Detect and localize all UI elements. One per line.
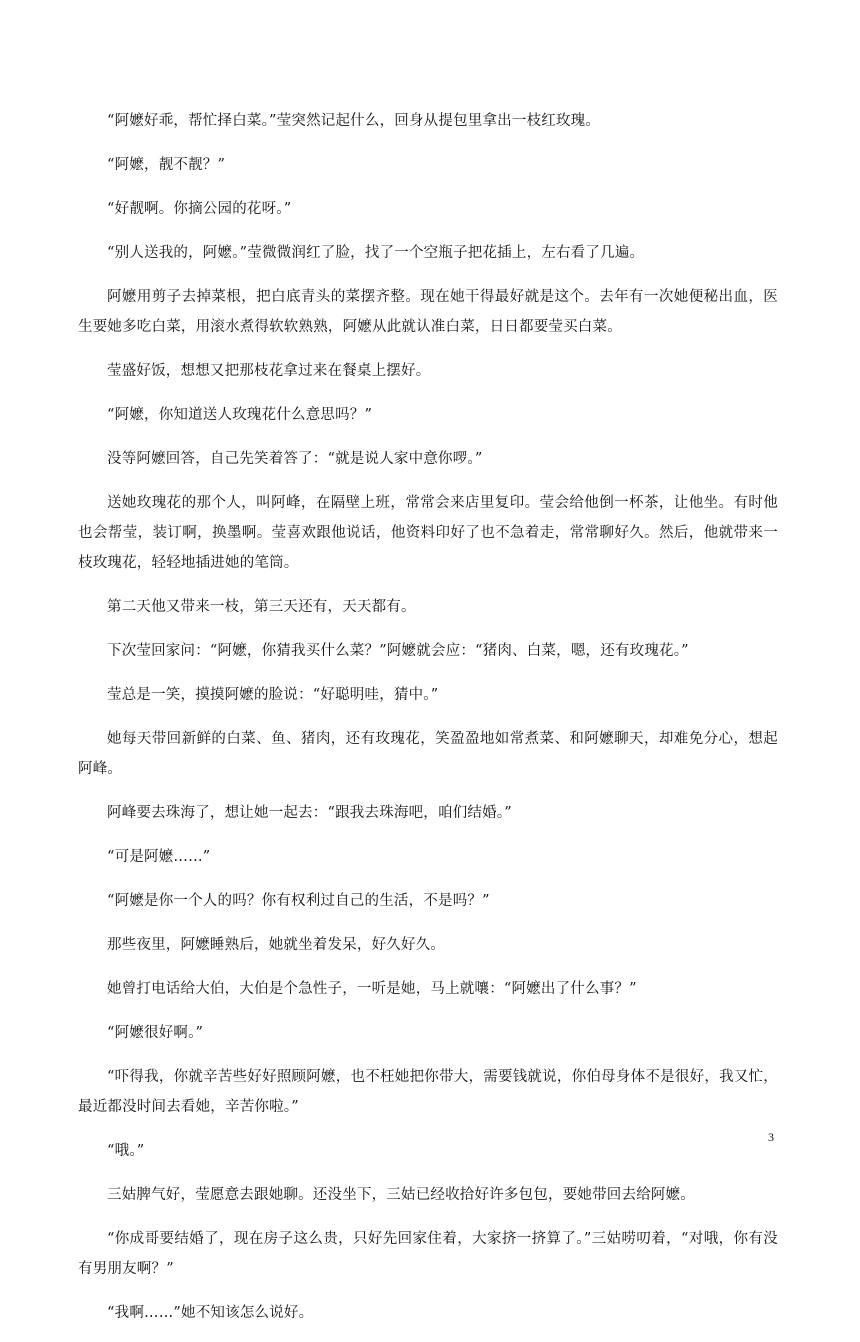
paragraph: “阿嬷是你一个人的吗？你有权利过自己的生活，不是吗？” [107,893,490,909]
paragraph: 送她玫瑰花的那个人，叫阿峰，在隔壁上班，常常会来店里复印。莹会给他倒一杯茶，让他坐。有时他也会帮莹，装订啊，换墨啊。莹喜欢跟他说话，他资料印好了也不急着走，常常聊好久。然后，他就带来一枝玫瑰花，轻轻地插进她的笔筒。 [78,495,778,571]
paragraph: “阿嬷很好啊。” [107,1025,204,1041]
paragraph: “可是阿嬷……” [107,849,211,865]
paragraph: “阿嬷，靓不靓？” [107,157,226,173]
paragraph: 莹总是一笑，摸摸阿嬷的脸说：“好聪明哇，猜中。” [107,687,439,703]
paragraph: “吓得我，你就辛苦些好好照顾阿嬷，也不枉她把你带大，需要钱就说，你伯母身体不是很好，我又忙，最近都没时间去看她，辛苦你啦。” [78,1069,778,1115]
paragraph: “好靓啊。你摘公园的花呀。” [107,201,292,217]
paragraph: 她曾打电话给大伯，大伯是个急性子，一听是她，马上就嚷：“阿嬷出了什么事？” [107,981,637,997]
body-text [78,106,778,1342]
paragraph: 阿峰要去珠海了，想让她一起去：“跟我去珠海吧，咱们结婚。” [107,805,512,821]
page-number: 3 [768,1130,774,1144]
paragraph: 三姑脾气好，莹愿意去跟她聊。还没坐下，三姑已经收拾好许多包包，要她带回去给阿嬷。 [107,1187,695,1203]
paragraph: “阿嬷，你知道送人玫瑰花什么意思吗？” [107,407,373,423]
paragraph: “你成哥要结婚了，现在房子这么贵，只好先回家住着，大家挤一挤算了。”三姑唠叨着，“对哦，你有没有男朋友啊？” [78,1231,778,1277]
paragraph: “哦。” [107,1143,145,1159]
paragraph: 第二天他又带来一枝，第三天还有，天天都有。 [107,599,416,615]
paragraph: 她每天带回新鲜的白菜、鱼、猪肉，还有玫瑰花，笑盈盈地如常煮菜、和阿嬷聊天，却难免分心，想起阿峰。 [78,731,778,777]
paragraph: 下次莹回家问：“阿嬷，你猜我买什么菜？”阿嬷就会应：“猪肉、白菜，嗯，还有玫瑰花。” [107,643,689,659]
paragraph: “别人送我的，阿嬷。”莹微微润红了脸，找了一个空瓶子把花插上，左右看了几遍。 [107,245,645,261]
paragraph: “阿嬷好乖，帮忙择白菜。”莹突然记起什么，回身从提包里拿出一枝红玫瑰。 [107,113,601,129]
paragraph: 阿嬷用剪子去掉菜根，把白底青头的菜摆齐整。现在她干得最好就是这个。去年有一次她便秘出血，医生要她多吃白菜，用滚水煮得软软熟熟，阿嬷从此就认准白菜，日日都要莹买白菜。 [78,289,778,335]
paragraph: 那些夜里，阿嬷睡熟后，她就坐着发呆，好久好久。 [107,937,446,953]
paragraph: “我啊……”她不知该怎么说好。 [107,1305,314,1321]
paragraph: 没等阿嬷回答，自己先笑着答了：“就是说人家中意你啰。” [107,451,483,467]
paragraph: 莹盛好饭，想想又把那枝花拿过来在餐桌上摆好。 [107,363,431,379]
